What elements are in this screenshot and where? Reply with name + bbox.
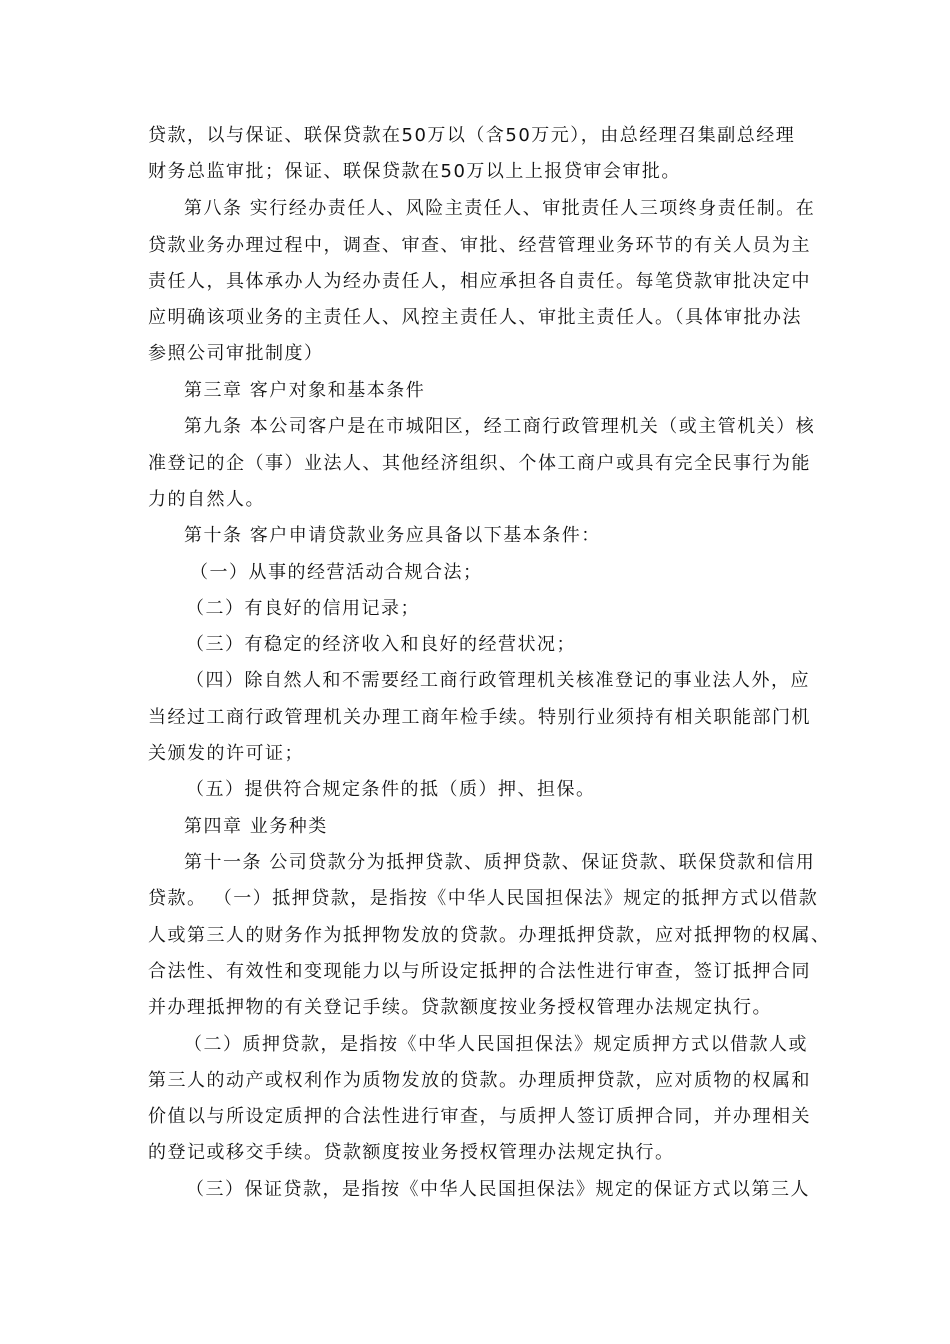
list-item: （五）提供符合规定条件的抵（质）押、担保。 — [186, 779, 596, 800]
chapter-heading: 第三章 客户对象和基本条件 — [184, 380, 426, 401]
list-item: （一）从事的经营活动合规合法； — [190, 562, 483, 583]
text-line: 财务总监审批；保证、联保贷款在50万以上上报贷审会审批。 — [148, 161, 681, 182]
text-line: 贷款。 （一）抵押贷款，是指按《中华人民国担保法》规定的抵押方式以借款 — [148, 888, 819, 909]
text-line: 关颁发的许可证； — [148, 743, 304, 764]
text-line: 价值以与所设定质押的合法性进行审查，与质押人签订质押合同，并办理相关 — [148, 1106, 811, 1127]
chapter-heading: 第四章 业务种类 — [184, 816, 328, 837]
text-line: 合法性、有效性和变现能力以与所设定抵押的合法性进行审查，签订抵押合同 — [148, 961, 811, 982]
text-line: 贷款，以与保证、联保贷款在50万以（含50万元），由总经理召集副总经理 — [148, 125, 796, 146]
list-item: （三）有稳定的经济收入和良好的经营状况； — [186, 634, 576, 655]
text-line: （二）质押贷款，是指按《中华人民国担保法》规定质押方式以借款人或 — [184, 1034, 808, 1055]
text-line: 责任人，具体承办人为经办责任人，相应承担各自责任。每笔贷款审批决定中 — [148, 271, 811, 292]
text-line: 力的自然人。 — [148, 489, 265, 510]
text-line: 当经过工商行政管理机关办理工商年检手续。特别行业须持有相关职能部门机 — [148, 707, 811, 728]
text-line: 贷款业务办理过程中，调查、审查、审批、经营管理业务环节的有关人员为主 — [148, 235, 811, 256]
text-line: （三）保证贷款，是指按《中华人民国担保法》规定的保证方式以第三人 — [186, 1179, 810, 1200]
text-line: 应明确该项业务的主责任人、风控主责任人、审批主责任人。（具体审批办法 — [148, 307, 802, 328]
list-item: （二）有良好的信用记录； — [186, 598, 420, 619]
text-line: 人或第三人的财务作为抵押物发放的贷款。办理抵押贷款，应对抵押物的权属、 — [148, 925, 831, 946]
text-line: 第九条 本公司客户是在市城阳区，经工商行政管理机关（或主管机关）核 — [184, 416, 816, 437]
text-line: 第八条 实行经办责任人、风险主责任人、审批责任人三项终身责任制。在 — [184, 198, 816, 219]
text-line: 并办理抵押物的有关登记手续。贷款额度按业务授权管理办法规定执行。 — [148, 997, 772, 1018]
text-line: 的登记或移交手续。贷款额度按业务授权管理办法规定执行。 — [148, 1142, 675, 1163]
text-line: 参照公司审批制度） — [148, 343, 324, 364]
text-line: 准登记的企（事）业法人、其他经济组织、个体工商户或具有完全民事行为能 — [148, 453, 811, 474]
text-line: 第十条 客户申请贷款业务应具备以下基本条件： — [184, 525, 601, 546]
text-line: 第十一条 公司贷款分为抵押贷款、质押贷款、保证贷款、联保贷款和信用 — [184, 852, 816, 873]
list-item: （四）除自然人和不需要经工商行政管理机关核准登记的事业法人外，应 — [186, 670, 810, 691]
text-line: 第三人的动产或权利作为质物发放的贷款。办理质押贷款，应对质物的权属和 — [148, 1070, 811, 1091]
